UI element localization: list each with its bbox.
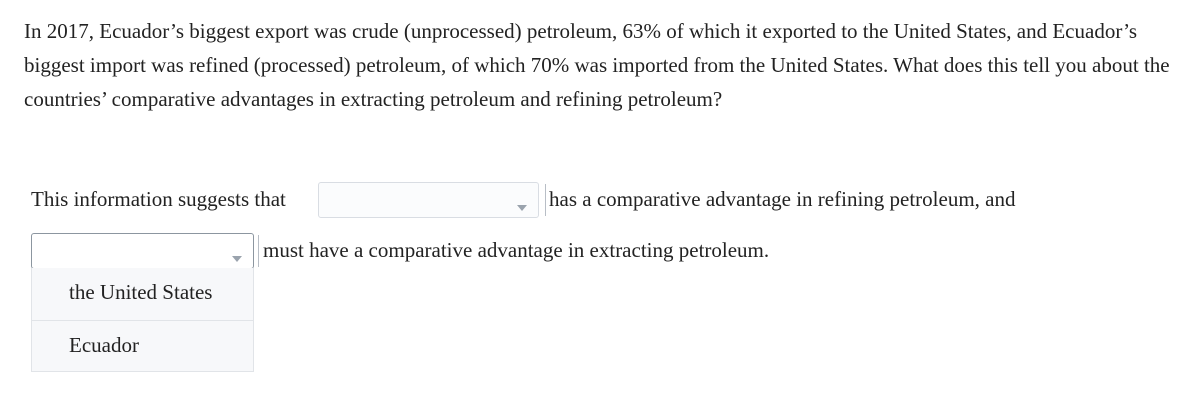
country-select-refining[interactable] bbox=[318, 182, 539, 218]
select-divider bbox=[258, 235, 259, 267]
chevron-down-icon bbox=[517, 205, 527, 211]
chevron-down-icon bbox=[232, 256, 242, 262]
answer-line1-prefix: This information suggests that bbox=[31, 187, 286, 211]
question-text: In 2017, Ecuador’s biggest export was crude (unprocessed) petroleum, 63% of which it exported to the United States, and Ecuador’s biggest import was refined (processed) petroleum, of which 70% was imported from the United States. What does this tell you about the countries’ comparative advantages in extracting petroleum and refining petroleum? bbox=[24, 19, 1170, 111]
select-divider bbox=[545, 184, 546, 216]
answer-line1-suffix: has a comparative advantage in refining petroleum, and bbox=[549, 187, 1016, 211]
answer-line2-suffix: must have a comparative advantage in extracting petroleum. bbox=[263, 238, 770, 262]
dropdown-option-ecuador[interactable]: Ecuador bbox=[32, 320, 253, 372]
dropdown-option-united-states[interactable]: the United States bbox=[69, 280, 213, 304]
country-dropdown-list bbox=[31, 268, 254, 372]
country-select-extracting[interactable] bbox=[31, 233, 254, 269]
